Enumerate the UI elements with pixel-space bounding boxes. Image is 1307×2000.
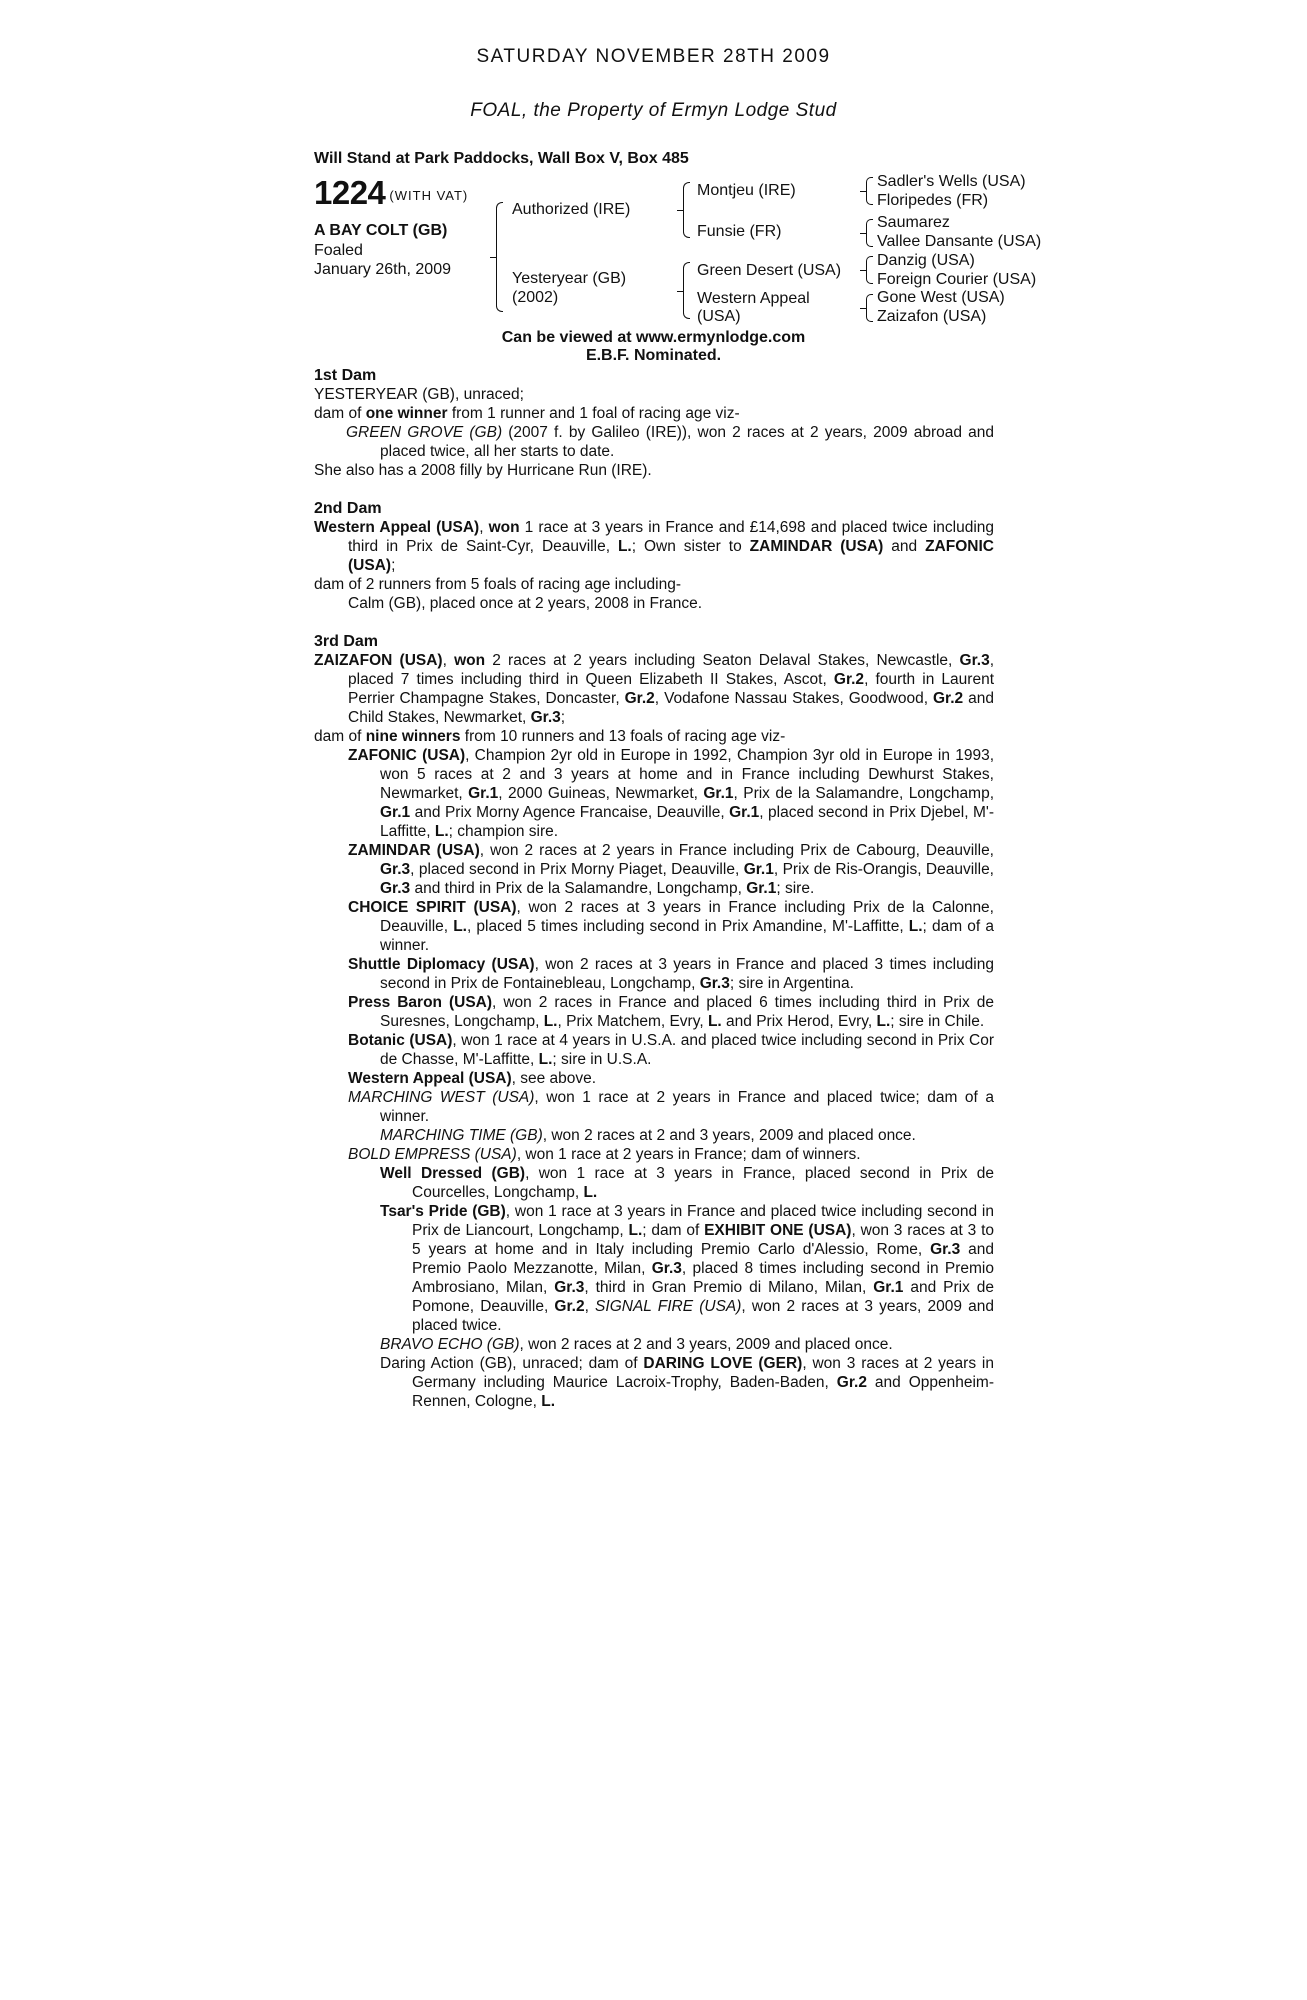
second-dam-foal: Calm (GB), placed once at 2 years, 2008 in France. bbox=[348, 595, 703, 612]
produce-daring-action: Daring Action (GB), unraced; dam of DARING LOVE (GER), won 3 races at 2 years in Germany including Maurice Lacroix-Trophy, Baden-Baden, Gr.2 and Oppenheim-Rennen, Cologne, L. bbox=[380, 1355, 994, 1410]
pedigree-brace-g3-1 bbox=[866, 177, 873, 205]
pedigree-g3-4: Vallee Dansante (USA) bbox=[877, 233, 1042, 250]
produce-well-dressed: Well Dressed (GB), won 1 race at 3 years in France, placed second in Prix de Courcelles, Longchamp, L. bbox=[380, 1165, 994, 1201]
vendor-subtitle: FOAL, the Property of Ermyn Lodge Stud bbox=[470, 100, 837, 121]
second-dam-record: Western Appeal (USA), won 1 race at 3 years in France and £14,698 and placed twice including third in Prix de Saint-Cyr, Deauville, L.; Own sister to ZAMINDAR (USA) and ZAFONIC (USA); bbox=[314, 519, 995, 574]
pedigree-dam-dam bbox=[697, 290, 810, 326]
produce-western-appeal: Western Appeal (USA), see above. bbox=[348, 1070, 597, 1087]
sale-date: SATURDAY NOVEMBER 28TH 2009 bbox=[476, 46, 831, 67]
produce-zafonic: ZAFONIC (USA), Champion 2yr old in Europe in 1992, Champion 3yr old in Europe in 1993, won 5 races at 2 and 3 years at home and in France including Dewhurst Stakes, Newmarket, Gr.1, 2000 Guineas, Newmarket, Gr.1, Prix de la Salamandre, Longchamp, Gr.1 and Prix Morny Agence Francaise, Deauville, Gr.1, placed second in Prix Djebel, M'-Laffitte, L.; champion sire. bbox=[348, 747, 995, 840]
pedigree-g3-2: Floripedes (FR) bbox=[877, 192, 989, 209]
produce-press-baron: Press Baron (USA), won 2 races in France and placed 6 times including third in Prix de Suresnes, Longchamp, L., Prix Matchem, Evry, L. and Prix Herod, Evry, L.; sire in Chile. bbox=[348, 994, 994, 1030]
produce-marching-time: MARCHING TIME (GB), won 2 races at 2 and 3 years, 2009 and placed once. bbox=[380, 1127, 916, 1144]
second-dam-produce: dam of 2 runners from 5 foals of racing age including- bbox=[314, 576, 682, 593]
foaled-info bbox=[314, 241, 451, 279]
pedigree-brace-g3-4 bbox=[866, 294, 873, 322]
produce-bravo-echo: BRAVO ECHO (GB), won 2 races at 2 and 3 years, 2009 and placed once. bbox=[380, 1336, 893, 1353]
pedigree-sire-dam: Funsie (FR) bbox=[697, 223, 782, 240]
pedigree-dam-dam-line1: Western Appeal bbox=[697, 290, 810, 307]
first-dam-also: She also has a 2008 filly by Hurricane Run (IRE). bbox=[314, 462, 652, 479]
pedigree-dam-dam-line2: (USA) bbox=[697, 308, 741, 325]
pedigree-dam-year: (2002) bbox=[512, 289, 559, 306]
third-dam-produce: dam of nine winners from 10 runners and 13 foals of racing age viz- bbox=[314, 728, 786, 745]
first-dam-line: YESTERYEAR (GB), unraced; bbox=[314, 386, 524, 403]
first-dam-section bbox=[314, 366, 994, 1411]
produce-marching-west: MARCHING WEST (USA), won 1 race at 2 years in France and placed twice; dam of a winner. bbox=[348, 1089, 994, 1125]
pedigree-sire-sire: Montjeu (IRE) bbox=[697, 182, 796, 199]
pedigree-dam: Yesteryear (GB) bbox=[512, 270, 627, 287]
produce-botanic: Botanic (USA), won 1 race at 4 years in U.S.A. and placed twice including second in Prix Cor de Chasse, M'-Laffitte, L.; sire in U.S.A. bbox=[348, 1032, 994, 1068]
pedigree-dam-sire: Green Desert (USA) bbox=[697, 262, 842, 279]
pedigree-g3-6: Foreign Courier (USA) bbox=[877, 271, 1037, 288]
pedigree-g3-3: Saumarez bbox=[877, 214, 950, 231]
first-dam-heading: 1st Dam bbox=[314, 367, 377, 384]
pedigree-g3-7: Gone West (USA) bbox=[877, 289, 1005, 306]
pedigree-brace-g3-2 bbox=[866, 219, 873, 247]
pedigree-brace-gen1 bbox=[496, 202, 503, 312]
third-dam-record: ZAIZAFON (USA), won 2 races at 2 years including Seaton Delaval Stakes, Newcastle, Gr.3, placed 7 times including third in Queen Elizabeth II Stakes, Ascot, Gr.2, fourth in Laurent Perrier Champagne Stakes, Doncaster, Gr.2, Vodafone Nassau Stakes, Goodwood, Gr.2 and Child Stakes, Newmarket, Gr.3; bbox=[314, 652, 995, 726]
foaled-label: Foaled bbox=[314, 242, 363, 259]
pedigree-sire: Authorized (IRE) bbox=[512, 201, 631, 218]
pedigree-brace-g3-3 bbox=[866, 256, 873, 284]
vat-note: (WITH VAT) bbox=[389, 188, 469, 203]
lot-number-value: 1224 bbox=[314, 174, 386, 211]
stand-location: Will Stand at Park Paddocks, Wall Box V, Box 485 bbox=[314, 150, 689, 167]
produce-zamindar: ZAMINDAR (USA), won 2 races at 2 years in France including Prix de Cabourg, Deauville, Gr.3, placed second in Prix Morny Piaget, Deauville, Gr.1, Prix de Ris-Orangis, Deauville, Gr.3 and third in Prix de la Salamandre, Longchamp, Gr.1; sire. bbox=[348, 842, 994, 897]
lot-number bbox=[314, 174, 468, 212]
pedigree-g3-1: Sadler's Wells (USA) bbox=[877, 173, 1026, 190]
first-dam-foal: GREEN GROVE (GB) (2007 f. by Galileo (IRE)), won 2 races at 2 years, 2009 abroad and placed twice, all her starts to date. bbox=[346, 424, 994, 460]
pedigree-brace-sire bbox=[683, 182, 690, 238]
first-dam-produce: dam of one winner from 1 runner and 1 foal of racing age viz- bbox=[314, 405, 740, 422]
produce-choice-spirit: CHOICE SPIRIT (USA), won 2 races at 3 years in France including Prix de la Calonne, Deauville, L., placed 5 times including second in Prix Amandine, M'-Laffitte, L.; dam of a winner. bbox=[348, 899, 994, 954]
produce-tsars-pride: Tsar's Pride (GB), won 1 race at 3 years in France and placed twice including second in Prix de Liancourt, Longchamp, L.; dam of EXHIBIT ONE (USA), won 3 races at 3 to 5 years at home and in Italy including Premio Carlo d'Alessio, Rome, Gr.3 and Premio Paolo Mezzanotte, Milan, Gr.3, placed 8 times including second in Premio Ambrosiano, Milan, Gr.3, third in Gran Premio di Milano, Milan, Gr.1 and Prix de Pomone, Deauville, Gr.2, SIGNAL FIRE (USA), won 2 races at 3 years, 2009 and placed twice. bbox=[380, 1203, 995, 1334]
ebf-note: E.B.F. Nominated. bbox=[585, 347, 722, 364]
produce-bold-empress: BOLD EMPRESS (USA), won 1 race at 2 years in France; dam of winners. bbox=[348, 1146, 861, 1163]
viewing-note: Can be viewed at www.ermynlodge.com bbox=[501, 329, 806, 346]
lot-description: A BAY COLT (GB) bbox=[314, 222, 448, 239]
pedigree-brace-dam bbox=[683, 262, 690, 319]
second-dam-heading: 2nd Dam bbox=[314, 500, 382, 517]
pedigree-g3-5: Danzig (USA) bbox=[877, 252, 975, 269]
foaled-date: January 26th, 2009 bbox=[314, 261, 451, 278]
pedigree-g3-8: Zaizafon (USA) bbox=[877, 308, 987, 325]
produce-shuttle-diplomacy: Shuttle Diplomacy (USA), won 2 races at 3 years in France and placed 3 times including second in Prix de Fontainebleau, Longchamp, Gr.3; sire in Argentina. bbox=[348, 956, 994, 992]
third-dam-heading: 3rd Dam bbox=[314, 633, 379, 650]
